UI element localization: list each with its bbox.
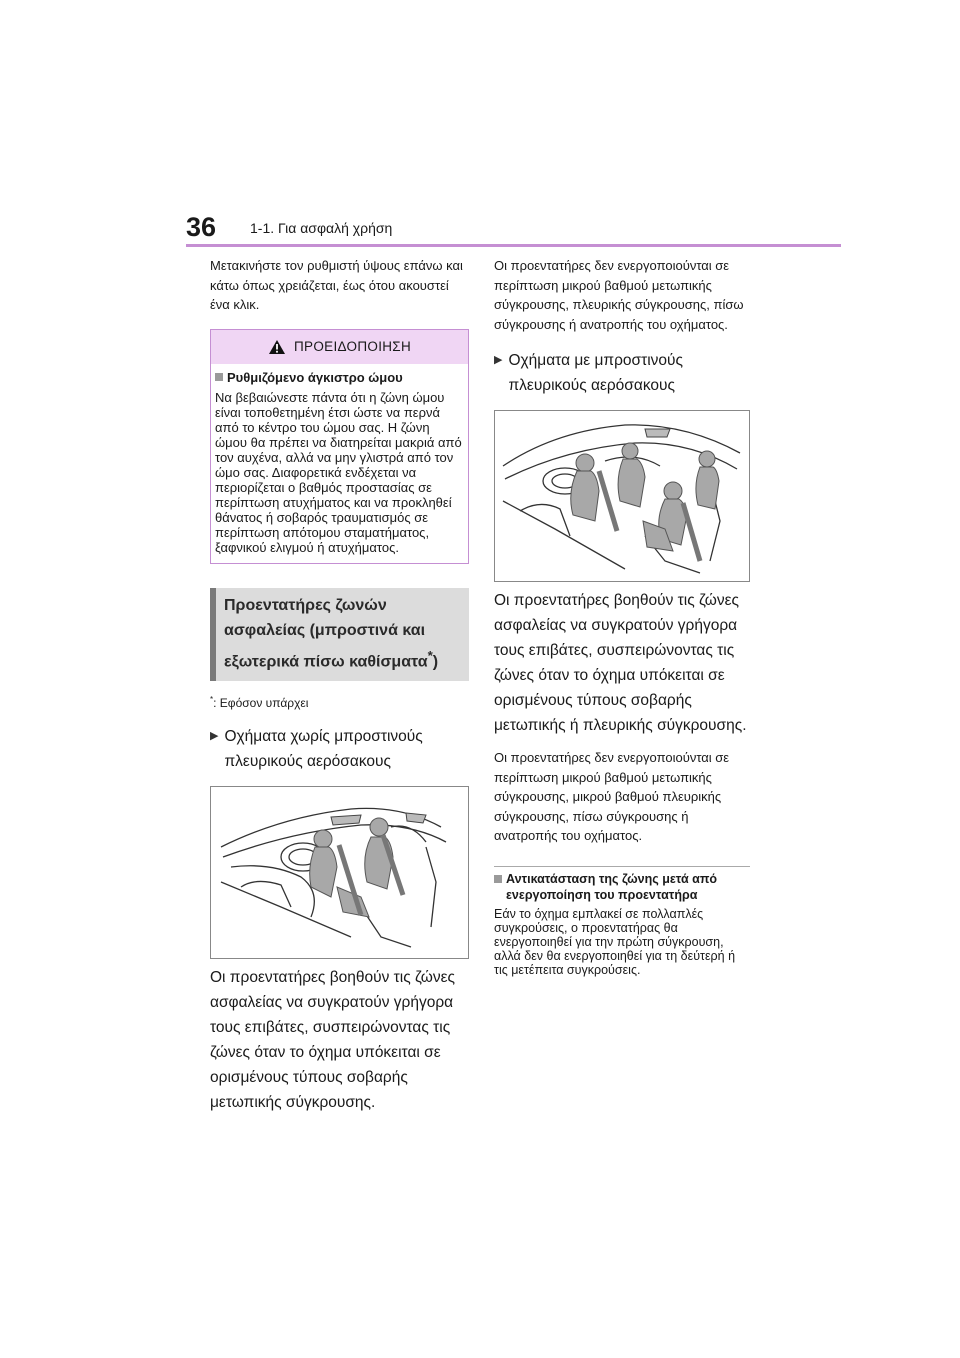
square-bullet-icon bbox=[494, 875, 502, 883]
triangle-arrow-icon: ▶ bbox=[494, 354, 503, 366]
section-heading-end: ) bbox=[432, 652, 439, 670]
warning-body bbox=[211, 364, 468, 555]
page-number: 36 bbox=[186, 212, 217, 242]
warning-text: Να βεβαιώνεστε πάντα ότι η ζώνη ώμου είναι τοποθετημένη έτσι ώστε να περνά από το κέντρο του ώμου σας. Η ζώνη ώμου θα πρέπει να διατηρείται μακριά από τον αυχένα, αλλά να μην γλιστρά από τον ώμο σας. Διαφορετικά ενδέχεται να περιορίζεται ο βαθμός προστασίας σε περίπτωση ατυχήματος και να προκληθεί θάνατος ή σοβαρός τραυματισμός σε περίπτωση απότομου σταματήματος, ξαφνικού ελιγμού ή ατυχήματος. bbox=[215, 389, 462, 555]
triangle-arrow-icon: ▶ bbox=[210, 729, 219, 742]
right-body-text: Οι προεντατήρες βοηθούν τις ζώνες ασφαλείας να συγκρατούν γρήγορα τους επιβάτες, συσπειρώνοντας τις ζώνες όταν το όχημα υπόκειται σε ορισμένους τύπους σοβαρής μετωπικής ή πλευρικής σύγκρουσης. bbox=[494, 592, 747, 734]
item-title-right-text: Οχήματα με μπροστινούς πλευρικούς αερόσακους bbox=[508, 352, 684, 394]
car-interior-illustration bbox=[211, 787, 468, 958]
warning-title: ΠΡΟΕΙΔΟΠΟΙΗΣΗ bbox=[294, 339, 411, 354]
footnote-mark: * bbox=[210, 694, 214, 704]
left-column bbox=[210, 256, 469, 1115]
left-intro-text: Μετακινήστε τον ρυθμιστή ύψους επάνω και κάτω όπως χρειάζεται, έως ότου ακουστεί ένα κλικ. bbox=[210, 258, 463, 312]
section-heading bbox=[210, 588, 469, 681]
header-rule bbox=[186, 244, 841, 247]
square-bullet-icon bbox=[215, 373, 223, 381]
item-title-right bbox=[494, 348, 750, 398]
warning-triangle-icon bbox=[268, 339, 286, 355]
right-subheading bbox=[494, 871, 750, 903]
item-title-left bbox=[210, 724, 469, 774]
right-note-text: Οι προεντατήρες δεν ενεργοποιούνται σε περίπτωση μικρού βαθμού μετωπικής σύγκρουσης, μικρού βαθμού πλευρικής σύγκρουσης, πίσω σύγκρουσης ή ανατροπής του οχήματος. bbox=[494, 750, 730, 843]
section-heading-text: Προεντατήρες ζωνών ασφαλείας (μπροστινά και εξωτερικά πίσω καθίσματα bbox=[224, 596, 428, 670]
warning-header bbox=[211, 330, 468, 364]
right-subheading-text: Αντικατάσταση της ζώνης μετά από ενεργοποίηση του προεντατήρα bbox=[506, 871, 718, 902]
item-title-left-text: Οχήματα χωρίς μπροστινούς πλευρικούς αερόσακους bbox=[224, 727, 423, 770]
warning-subheading-text: Ρυθμιζόμενο άγκιστρο ώμου bbox=[227, 369, 403, 385]
footnote-text: : Εφόσον υπάρχει bbox=[213, 695, 309, 710]
illustration-front-seats bbox=[210, 786, 469, 959]
right-subheading-body: Εάν το όχημα εμπλακεί σε πολλαπλές συγκρούσεις, ο προεντατήρας θα ενεργοποιηθεί για την πρώτη σύγκρουση, αλλά δεν θα ενεργοποιηθεί για τη δεύτερή ή τις μετέπειτα συγκρούσεις. bbox=[494, 906, 736, 977]
warning-subheading bbox=[215, 369, 463, 387]
divider bbox=[494, 866, 750, 867]
illustration-side-airbags bbox=[494, 410, 750, 582]
warning-box bbox=[210, 329, 469, 564]
right-intro-text: Οι προεντατήρες δεν ενεργοποιούνται σε περίπτωση μικρού βαθμού μετωπικής σύγκρουσης, πλευρικής σύγκρουσης, πίσω σύγκρουσης ή ανατροπής του οχήματος. bbox=[494, 258, 744, 332]
footnote bbox=[210, 695, 469, 710]
car-interior-airbag-illustration bbox=[495, 411, 749, 581]
section-heading-mark: * bbox=[427, 647, 433, 663]
left-body-text: Οι προεντατήρες βοηθούν τις ζώνες ασφαλείας να συγκρατούν γρήγορα τους επιβάτες, συσπειρώνοντας τις ζώνες όταν το όχημα υπόκειται σε ορισμένους τύπους σοβαρής μετωπικής σύγκρουσης. bbox=[210, 968, 456, 1111]
right-column bbox=[494, 256, 750, 977]
section-title: 1-1. Για ασφαλή χρήση bbox=[250, 220, 393, 236]
